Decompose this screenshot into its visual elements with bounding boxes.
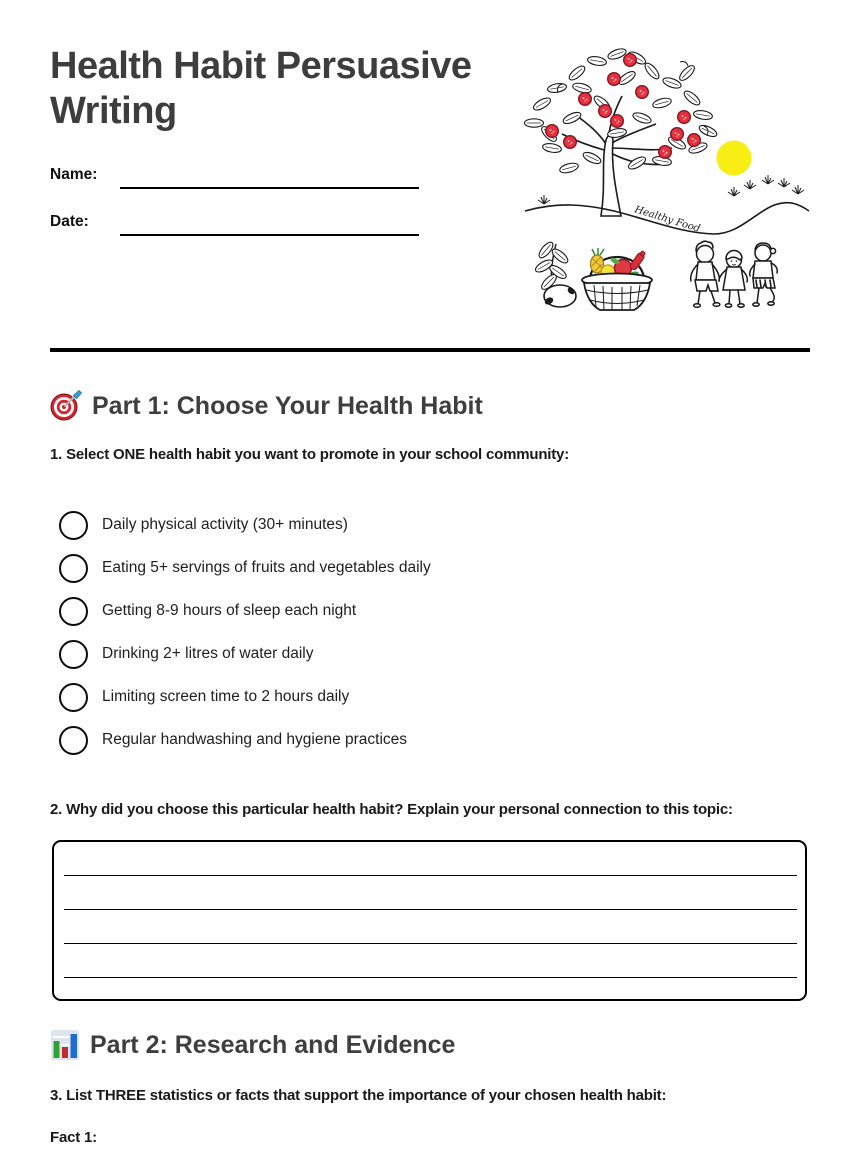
radio-button[interactable] [59, 640, 88, 669]
radio-button[interactable] [59, 511, 88, 540]
option-row-physical-activity [59, 510, 348, 540]
target-dart-icon [50, 390, 82, 422]
option-label: Daily physical activity (30+ minutes) [102, 516, 348, 533]
option-label: Getting 8-9 hours of sleep each night [102, 602, 357, 619]
part2-heading-label: Part 2: Research and Evidence [90, 1030, 456, 1059]
illustration-caption: Healthy Food [633, 204, 702, 235]
option-row-screen-time [59, 682, 349, 712]
writing-line [64, 977, 797, 978]
part2-heading [50, 1028, 455, 1062]
radio-button[interactable] [59, 683, 88, 712]
plant-and-melon-icon [534, 240, 576, 307]
option-label: Regular handwashing and hygiene practices [102, 731, 408, 748]
radio-button[interactable] [59, 726, 88, 755]
writing-line [64, 875, 797, 876]
part1-heading [50, 389, 483, 423]
name-label: Name: [50, 166, 98, 183]
question-2: 2. Why did you choose this particular health habit? Explain your personal connection to this topic: [50, 801, 733, 818]
date-input-line[interactable] [120, 234, 419, 236]
radio-button[interactable] [59, 597, 88, 626]
name-input-line[interactable] [120, 187, 419, 189]
writing-box[interactable] [52, 840, 807, 1001]
option-row-fruits-vegetables [59, 553, 431, 583]
sun-icon [717, 141, 752, 176]
writing-line [64, 909, 797, 910]
children-walking-icon [691, 241, 777, 307]
bar-chart-icon [50, 1029, 80, 1061]
question-3: 3. List THREE statistics or facts that support the importance of your chosen health habit: [50, 1087, 667, 1104]
healthy-food-illustration [522, 44, 814, 318]
date-label: Date: [50, 213, 89, 230]
section-divider [50, 348, 810, 352]
option-row-sleep [59, 596, 356, 626]
apple-tree-icon [525, 47, 719, 216]
option-label: Eating 5+ servings of fruits and vegetables daily [102, 559, 431, 576]
option-label: Drinking 2+ litres of water daily [102, 645, 314, 662]
page-title: Health Habit Persuasive Writing [50, 45, 472, 132]
fruit-basket-icon [582, 248, 652, 310]
option-row-water [59, 639, 314, 669]
part1-heading-label: Part 1: Choose Your Health Habit [92, 391, 483, 420]
option-row-handwashing [59, 725, 407, 755]
option-label: Limiting screen time to 2 hours daily [102, 688, 350, 705]
writing-line [64, 943, 797, 944]
fact-1-label: Fact 1: [50, 1129, 97, 1146]
question-1: 1. Select ONE health habit you want to promote in your school community: [50, 446, 569, 463]
radio-button[interactable] [59, 554, 88, 583]
